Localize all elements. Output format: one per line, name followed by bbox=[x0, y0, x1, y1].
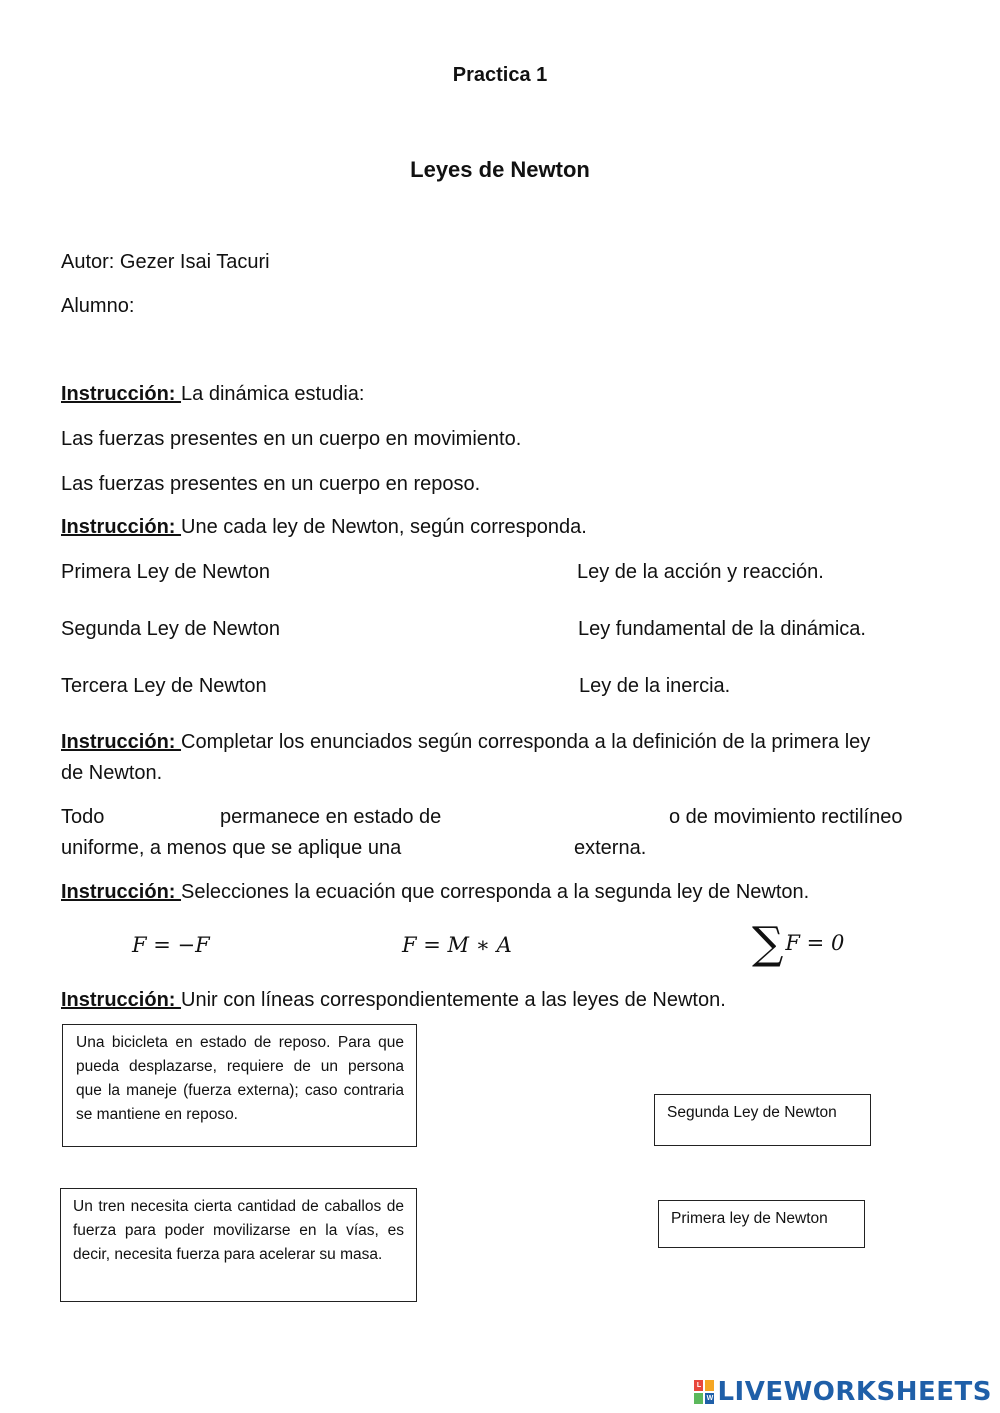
sentence-part-4: uniforme, a menos que se aplique una bbox=[61, 837, 402, 859]
equation-option-1[interactable]: F = −F bbox=[132, 933, 210, 957]
instruction-label: Instrucción: bbox=[61, 731, 182, 753]
instruction-1 bbox=[61, 382, 364, 406]
scenario-text: Una bicicleta en estado de reposo. Para que pueda desplazarse, requiere de un persona que la maneje (fuerza externa); caso contraria se mantiene en reposo. bbox=[76, 1034, 404, 1123]
summation-symbol: ∑ bbox=[752, 918, 784, 969]
law-label: Primera ley de Newton bbox=[671, 1210, 828, 1227]
instruction-label: Instrucción: bbox=[61, 383, 182, 405]
instruction-5 bbox=[61, 988, 726, 1012]
instruction-2 bbox=[61, 515, 587, 539]
instruction-3-cont: de Newton. bbox=[61, 762, 163, 784]
sentence-part-3: o de movimiento rectilíneo bbox=[669, 806, 903, 828]
page-title: Leyes de Newton bbox=[410, 157, 590, 182]
sentence-part-5: externa. bbox=[574, 837, 647, 859]
equation-option-2[interactable]: F = M ∗ A bbox=[402, 933, 512, 957]
instruction-text: Completar los enunciados según corresponda a la definición de la primera ley bbox=[181, 731, 871, 753]
equation-3-text: F = 0 bbox=[785, 931, 845, 955]
instruction-3 bbox=[61, 730, 870, 754]
instruction-label: Instrucción: bbox=[61, 989, 182, 1011]
instruction-text: La dinámica estudia: bbox=[181, 383, 365, 405]
option-movement[interactable]: Las fuerzas presentes en un cuerpo en movimiento. bbox=[61, 428, 522, 450]
match-left-2[interactable]: Segunda Ley de Newton bbox=[61, 618, 281, 640]
instruction-text: Selecciones la ecuación que corresponda a la segunda ley de Newton. bbox=[181, 881, 810, 903]
match-right-2[interactable]: Ley fundamental de la dinámica. bbox=[578, 618, 866, 640]
instruction-label: Instrucción: bbox=[61, 881, 182, 903]
instruction-4 bbox=[61, 880, 809, 904]
student-line: Alumno: bbox=[61, 295, 135, 317]
liveworksheets-logo bbox=[694, 1377, 992, 1407]
scenario-text: Un tren necesita cierta cantidad de caballos de fuerza para poder movilizarse en la vías, es decir, necesita fuerza para acelerar su masa. bbox=[73, 1198, 404, 1263]
scenario-box-train[interactable] bbox=[60, 1188, 417, 1302]
instruction-text: Unir con líneas correspondientemente a las leyes de Newton. bbox=[181, 989, 726, 1011]
logo-square: W bbox=[706, 1395, 714, 1402]
author-line: Autor: Gezer Isai Tacuri bbox=[61, 251, 270, 273]
logo-square: L bbox=[694, 1380, 703, 1391]
logo-text: LIVEWORKSHEETS bbox=[717, 1377, 992, 1407]
logo-square bbox=[694, 1393, 703, 1404]
instruction-text: Une cada ley de Newton, según corresponda. bbox=[181, 516, 587, 538]
sentence-part-1: Todo bbox=[61, 806, 105, 828]
match-left-1[interactable]: Primera Ley de Newton bbox=[61, 561, 270, 583]
practice-heading: Practica 1 bbox=[452, 64, 548, 86]
instruction-label: Instrucción: bbox=[61, 516, 182, 538]
match-right-3[interactable]: Ley de la inercia. bbox=[579, 675, 731, 697]
option-rest[interactable]: Las fuerzas presentes en un cuerpo en reposo. bbox=[61, 473, 481, 495]
scenario-box-bicycle[interactable] bbox=[62, 1024, 417, 1147]
logo-icon bbox=[694, 1380, 714, 1404]
match-left-3[interactable]: Tercera Ley de Newton bbox=[61, 675, 267, 697]
equation-option-3[interactable] bbox=[752, 918, 845, 969]
logo-square bbox=[705, 1380, 714, 1391]
law-box-second[interactable] bbox=[654, 1094, 871, 1146]
law-box-first[interactable] bbox=[658, 1200, 865, 1248]
law-label: Segunda Ley de Newton bbox=[667, 1104, 837, 1121]
match-right-1[interactable]: Ley de la acción y reacción. bbox=[577, 561, 824, 583]
sentence-part-2: permanece en estado de bbox=[220, 806, 442, 828]
